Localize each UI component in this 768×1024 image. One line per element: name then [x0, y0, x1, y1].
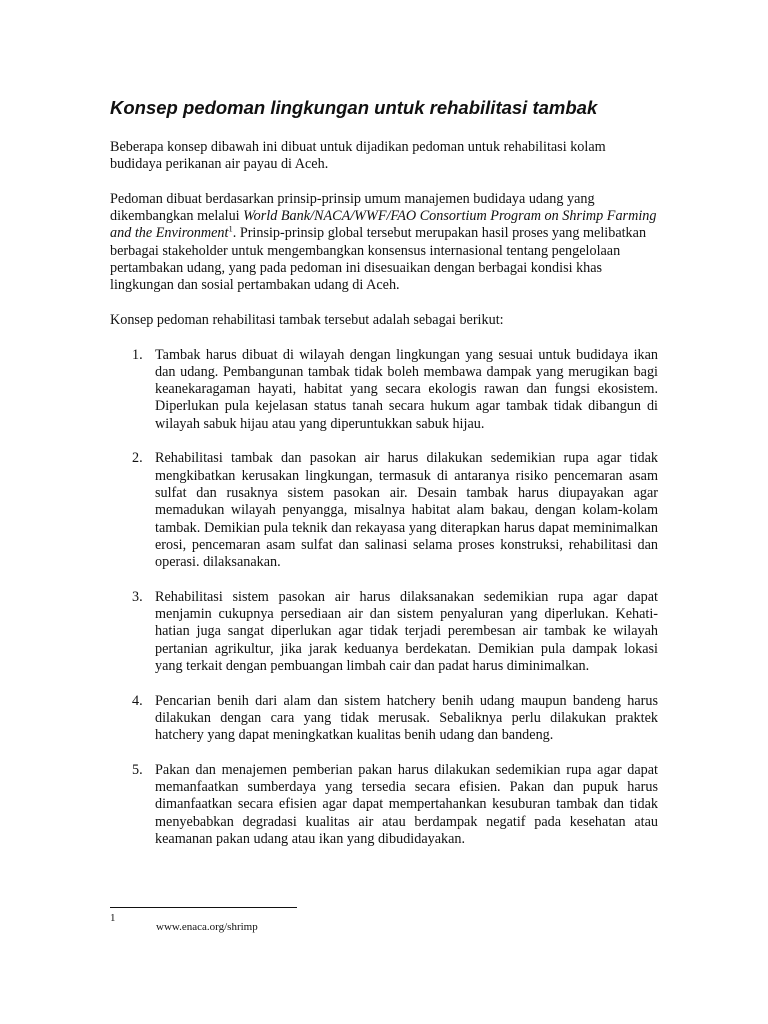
guideline-list: [110, 347, 658, 849]
paragraph-principles-lead: Pedoman dibuat berdasarkan prinsip-prinsip umum manajemen budidaya udang yang dikembangkan melalui: [110, 190, 595, 225]
list-item-number: 4.: [132, 692, 143, 709]
list-item: [110, 693, 658, 745]
list-item-number: 1.: [132, 346, 143, 363]
list-item-text: Rehabilitasi tambak dan pasokan air harus dilakukan sedemikian rupa agar tidak mengkibatkan kerusakan lingkungan, termasuk di antaranya risiko pencemaran asam sulfat dan rusaknya sistem pasokan air. Desain tambak harus diupayakan agar memadukan wilayah penyangga, misalnya habitat alam bakau, dengan kolam-kolam tambak. Demikian pula teknik dan rekayasa yang diterapkan harus dapat meminimalkan erosi, pencemaran asam sulfat dan salinasi selama proses konstruksi, rehabilitasi dan operasi. dilaksanakan.: [155, 450, 658, 571]
footnote-link[interactable]: www.enaca.org/shrimp: [156, 921, 258, 933]
footnote-number: 1: [110, 912, 116, 924]
list-item: [110, 450, 658, 571]
footnote-reference[interactable]: 1: [228, 223, 233, 234]
list-item-number: 3.: [132, 588, 143, 605]
paragraph-principles-rest: . Prinsip-prinsip global tersebut merupakan hasil proses yang melibatkan berbagai stakeholder untuk mengembangkan konsensus internasional tentang pengelolaan pertambakan udang, yang pada pedoman ini disesuaikan dengan berbagai kondisi khas lingkungan dan sosial pertambakan udang di Aceh.: [110, 225, 647, 294]
list-item-text: Rehabilitasi sistem pasokan air harus dilaksanakan sedemikian rupa agar dapat menjamin cukupnya persediaan air dan sistem penyaluran yang diperlukan. Kehati-hatian juga sangat diperlukan agar tidak terjadi perembesan air tambak ke wilayah pertanian agrikultur, jika jarak keduanya berdekatan. Demikian pula dampak lokasi yang terkait dengan pembuangan limbah cair dan padat harus diminimalkan.: [155, 588, 658, 674]
paragraph-intro: Beberapa konsep dibawah ini dibuat untuk dijadikan pedoman untuk rehabilitasi kolam budidaya perikanan air payau di Aceh.: [110, 139, 606, 173]
list-item-number: 5.: [132, 761, 143, 778]
document-body: [110, 139, 658, 865]
list-item: [110, 347, 658, 433]
list-item: [110, 762, 658, 848]
consortium-program-name: World Bank/NACA/WWF/FAO Consortium Program on Shrimp Farming and the Environment: [110, 208, 657, 242]
paragraph-principles: [110, 191, 658, 295]
paragraph-list-intro: Konsep pedoman rehabilitasi tambak tersebut adalah sebagai berikut:: [110, 311, 504, 328]
list-item: [110, 589, 658, 675]
list-item-text: Tambak harus dibuat di wilayah dengan lingkungan yang sesuai untuk budidaya ikan dan udang. Pembangunan tambak tidak boleh membawa dampak yang merugikan bagi keanekaragaman hayati, habitat yang secara ekologis rawan dan fungsi ekosistem. Diperlukan pula kejelasan status tanah secara hukum agar tambak tidak dibangun di wilayah sabuk hijau atau yang diperuntukkan sabuk hijau.: [155, 346, 658, 432]
list-item-text: Pakan dan menajemen pemberian pakan harus dilakukan sedemikian rupa agar dapat memanfaatkan sumberdaya yang tersedia secara efisien. Pakan dan pupuk harus dimanfaatkan secara efisien agar dapat mempertahankan kesuburan tambak dan tidak menyebabkan degradasi kualitas air atau berdampak negatif pada kesehatan atau keamanan pakan udang atau ikan yang dibudidayakan.: [155, 761, 658, 847]
list-item-text: Pencarian benih dari alam dan sistem hatchery benih udang maupun bandeng harus dilakukan dengan cara yang tidak merusak. Sebaliknya perlu dilakukan praktek hatchery yang dapat meningkatkan kualitas benih udang dan bandeng.: [155, 692, 658, 744]
document-title: Konsep pedoman lingkungan untuk rehabilitasi tambak: [110, 97, 598, 118]
list-item-number: 2.: [132, 450, 143, 467]
footnote-divider: [110, 907, 297, 908]
